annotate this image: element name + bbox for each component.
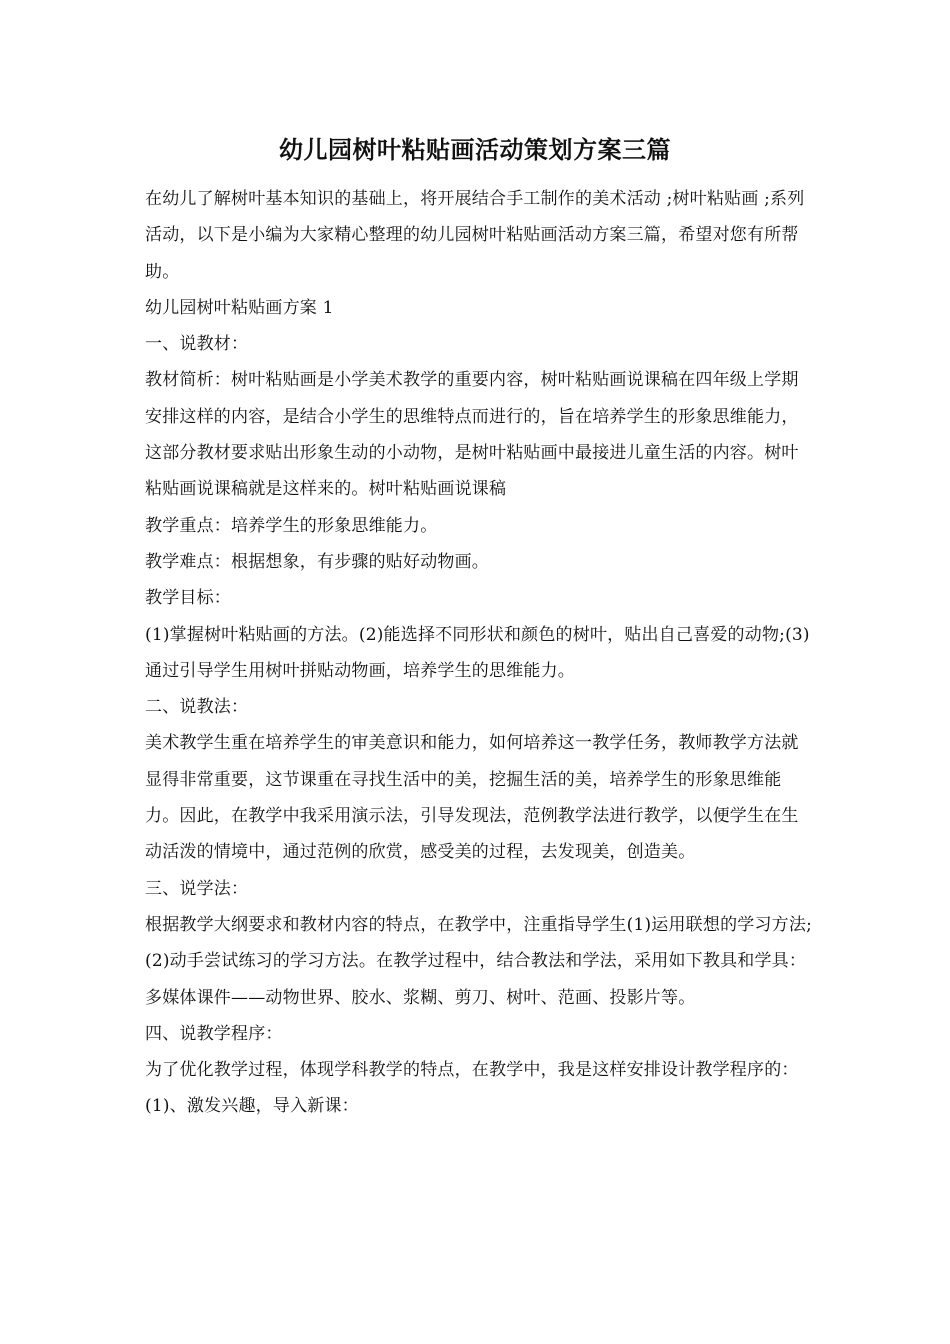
teaching-method-paragraph: 美术教学生重在培养学生的审美意识和能力，如何培养这一教学任务，教师教学方法就显得非常重要，这节课重在寻找生活中的美，挖掘生活的美，培养学生的形象思维能力。因此，在教学中我采用演示法，引导发现法，范例教学法进行教学，以便学生在生动活泼的情境中，通过范例的欣赏，感受美的过程，去发现美，创造美。 [145, 733, 799, 863]
procedure-step-1: (1)、激发兴趣，导入新课： [145, 1096, 359, 1117]
teaching-difficulty-paragraph: 教学难点：根据想象，有步骤的贴好动物画。 [145, 551, 489, 572]
section-heading-teaching-procedure: 四、说教学程序： [145, 1023, 283, 1044]
material-analysis-paragraph: 教材简析：树叶粘贴画是小学美术教学的重要内容，树叶粘贴画说课稿在四年级上学期安排这样的内容，是结合小学生的思维特点而进行的，旨在培养学生的形象思维能力，这部分教材要求贴出形象生动的小动物，是树叶粘贴画中最接进儿童生活的内容。树叶粘贴画说课稿就是这样来的。树叶粘贴画说课稿 [145, 370, 799, 500]
section-heading-teaching-method: 二、说教法： [145, 697, 249, 718]
document-title: 幼儿园树叶粘贴画活动策划方案三篇 [279, 135, 671, 164]
section-heading-learning-method: 三、说学法： [145, 878, 249, 899]
teaching-goals-heading: 教学目标： [145, 588, 231, 609]
intro-paragraph: 在幼儿了解树叶基本知识的基础上，将开展结合手工制作的美术活动 ;树叶粘贴画 ;系列活动，以下是小编为大家精心整理的幼儿园树叶粘贴画活动方案三篇，希望对您有所帮助。 [145, 189, 805, 282]
teaching-procedure-paragraph: 为了优化教学过程，体现学科教学的特点，在教学中，我是这样安排设计教学程序的： [145, 1060, 799, 1081]
section-heading-teaching-material: 一、说教材： [145, 334, 249, 355]
teaching-goals-paragraph: (1)掌握树叶粘贴画的方法。(2)能选择不同形状和颜色的树叶，贴出自己喜爱的动物;(3)通过引导学生用树叶拼贴动物画，培养学生的思维能力。 [145, 624, 810, 681]
plan-heading: 幼儿园树叶粘贴画方案 1 [145, 297, 334, 318]
teaching-focus-paragraph: 教学重点：培养学生的形象思维能力。 [145, 515, 438, 536]
document-body [145, 181, 815, 1125]
learning-method-paragraph: 根据教学大纲要求和教材内容的特点，在教学中，注重指导学生(1)运用联想的学习方法;(2)动手尝试练习的学习方法。在教学过程中，结合教法和学法，采用如下教具和学具：多媒体课件——动物世界、胶水、浆糊、剪刀、树叶、范画、投影片等。 [145, 914, 813, 1008]
